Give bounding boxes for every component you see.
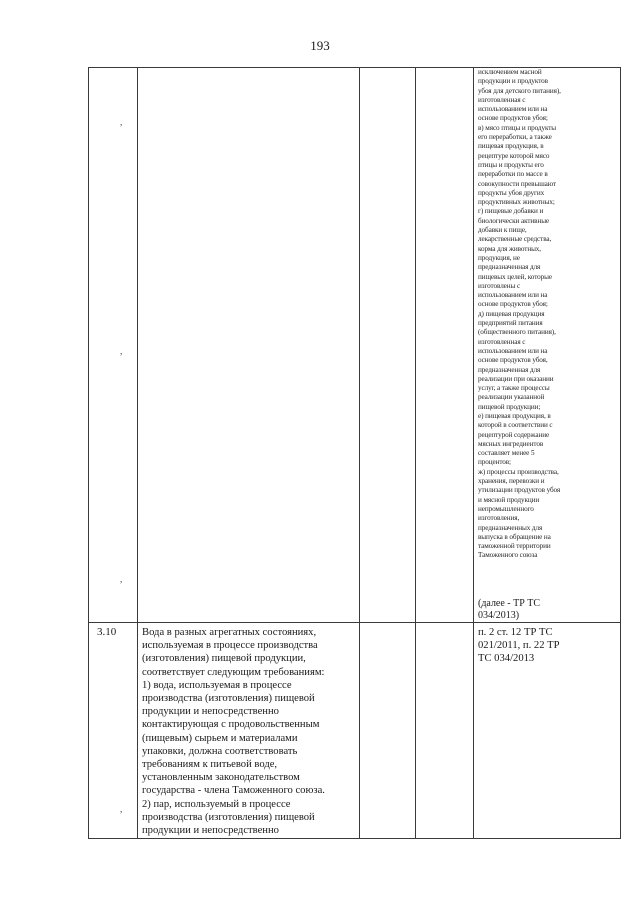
text-line: контактирующая с продовольственным <box>142 719 320 731</box>
text-line: 1) вода, используемая в процессе <box>142 679 292 691</box>
text-line: предприятий питания <box>478 319 543 328</box>
scan-mark: , <box>120 574 123 584</box>
text-line: г) пищевые добавки и <box>478 207 544 216</box>
text-line: его переработки, а также <box>478 133 552 142</box>
text-line: убоя для детского питания), <box>478 86 561 95</box>
text-line: продукты убоя других <box>478 188 545 197</box>
reference-text <box>478 626 620 666</box>
text-line: совокупности превышают <box>478 179 556 188</box>
text-line: п. 2 ст. 12 ТР ТС <box>478 627 553 638</box>
text-line: продукции и непосредственно <box>142 706 279 718</box>
text-line: д) пищевая продукция <box>478 309 545 318</box>
page-number: 193 <box>310 38 330 53</box>
scan-mark: , <box>120 804 123 814</box>
text-line: исключением масной <box>478 68 542 76</box>
text-line: мясных ингредиентов <box>478 439 544 448</box>
text-line: реализации при оказании <box>478 374 554 383</box>
text-line: основе продуктов убоя, <box>478 356 548 365</box>
text-line: услуг, а также процессы <box>478 384 550 393</box>
text-line: (общественного питания), <box>478 328 556 337</box>
table-row-divider <box>88 622 620 623</box>
text-line: биологически активные <box>478 216 550 225</box>
text-line: реализации указанной <box>478 393 545 402</box>
table-border-bottom <box>88 838 620 839</box>
text-line: основе продуктов убоя; <box>478 114 548 123</box>
text-line: Таможенного союза <box>478 551 538 560</box>
text-line: продукции и продуктов <box>478 77 548 86</box>
text-line: упаковки, должна соответствовать <box>142 745 298 757</box>
table-column-divider <box>473 67 474 839</box>
text-line: Вода в разных агрегатных состояниях, <box>142 627 317 638</box>
scope-tail-text <box>478 598 620 622</box>
text-line: государства - члена Таможенного союза. <box>142 785 325 797</box>
text-line: 021/2011, п. 22 ТР <box>478 640 560 652</box>
table-column-divider <box>359 67 360 839</box>
text-line: пищевых целей, которые <box>478 272 552 281</box>
text-line: рецептурой содержание <box>478 430 550 439</box>
text-line: используемая в процессе производства <box>142 640 318 652</box>
text-line: утилизации продуктов убоя <box>478 486 561 495</box>
text-line: птицы и продукты его <box>478 160 544 169</box>
text-line: предназначенных для <box>478 523 543 532</box>
text-line: использованием или на <box>478 105 548 114</box>
text-line: ТС 034/2013 <box>478 653 535 665</box>
table-border-right <box>620 67 621 839</box>
text-line: основе продуктов убоя; <box>478 300 548 309</box>
text-line: производства (изготовления) пищевой <box>142 693 315 705</box>
table-border-left <box>88 67 89 839</box>
text-line: пищевой продукции; <box>478 402 541 411</box>
table-column-divider <box>137 67 138 839</box>
text-line: 034/2013) <box>478 610 520 621</box>
text-line: продукции и непосредственно <box>142 825 279 837</box>
text-line: продуктивных животных; <box>478 198 555 207</box>
text-line: требованиям к питьевой воде, <box>142 759 278 771</box>
text-line: предназначенная для <box>478 365 541 374</box>
text-line: е) пищевая продукция, в <box>478 411 551 420</box>
text-line: изготовления, <box>478 514 520 523</box>
text-line: продукция, не <box>478 253 520 262</box>
text-line: использованием или на <box>478 346 548 355</box>
text-line: рецептуре которой мясо <box>478 151 550 160</box>
row-number: 3.10 <box>97 626 117 638</box>
text-line: изготовленная с <box>478 95 526 104</box>
text-line: составляет менее 5 <box>478 449 535 458</box>
text-line: (пищевым) сырьем и материалами <box>142 732 298 744</box>
text-line: выпуска в обращение на <box>478 532 551 541</box>
text-line: (далее - ТР ТС <box>478 598 541 609</box>
text-line: изготовленная с <box>478 337 526 346</box>
text-line: процентов; <box>478 458 511 467</box>
text-line: таможенной территории <box>478 542 551 551</box>
scope-continuation-text <box>478 68 620 561</box>
text-line: и мясной продукции <box>478 495 540 504</box>
scan-mark: , <box>120 117 123 127</box>
text-line: изготовлены с <box>478 281 521 290</box>
text-line: в) мясо птицы и продукты <box>478 123 557 132</box>
text-line: непромышленного <box>478 504 534 513</box>
text-line: хранения, перевозки и <box>478 477 545 486</box>
text-line: ж) процессы производства, <box>478 467 559 476</box>
text-line: переработки по массе в <box>478 170 548 179</box>
text-line: пищевая продукция, в <box>478 142 544 151</box>
text-line: соответствует следующим требованиям: <box>142 666 325 678</box>
text-line: 2) пар, используемый в процессе <box>142 798 291 810</box>
text-line: производства (изготовления) пищевой <box>142 811 315 823</box>
text-line: которой в соответствии с <box>478 421 553 430</box>
text-line: использованием или на <box>478 291 548 300</box>
requirement-text <box>142 626 356 837</box>
text-line: (изготовления) пищевой продукции, <box>142 653 306 665</box>
text-line: корма для животных, <box>478 244 542 253</box>
text-line: добавки к пище, <box>478 226 527 235</box>
scan-mark: , <box>120 346 123 356</box>
text-line: лекарственные средства, <box>478 235 552 244</box>
table-column-divider <box>415 67 416 839</box>
text-line: установленным законодательством <box>142 772 300 784</box>
text-line: предназначенная для <box>478 263 541 272</box>
